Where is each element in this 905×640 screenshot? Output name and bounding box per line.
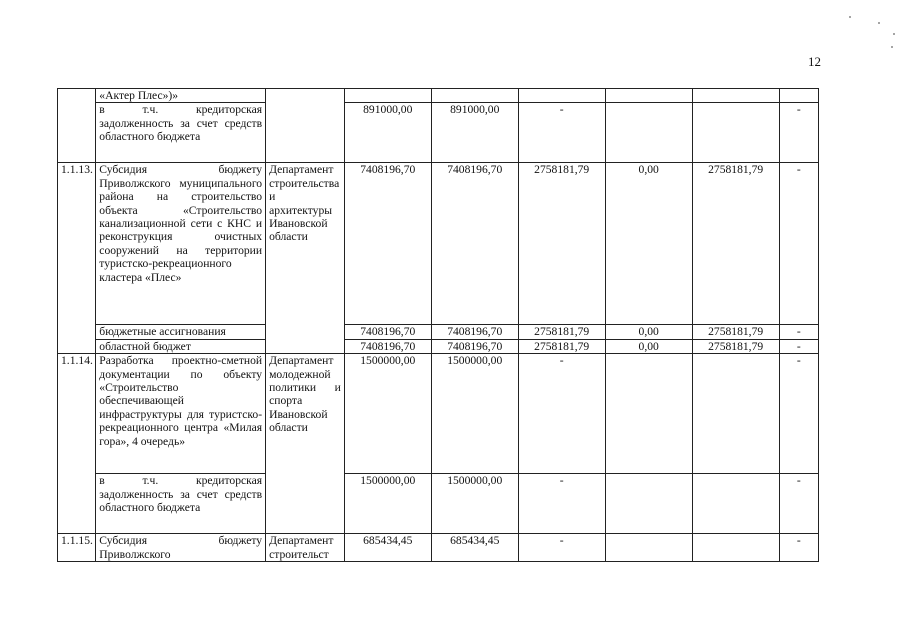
value-cell: 7408196,70 xyxy=(431,163,518,325)
value-cell: - xyxy=(779,103,818,163)
table-row xyxy=(58,163,819,325)
name-cell: Разработка проектно-сметной документации по объекту «Строительство обеспечивающей инфраструктуры для туристско-рекреационного центра «Милая гора», 4 очередь» xyxy=(96,354,266,474)
value-cell: 891000,00 xyxy=(431,103,518,163)
value-cell: 2758181,79 xyxy=(518,163,605,325)
page-number: 12 xyxy=(808,54,821,69)
value-cell: 2758181,79 xyxy=(692,325,779,339)
scan-speck xyxy=(878,22,880,24)
value-cell: 0,00 xyxy=(605,339,692,353)
code-cell xyxy=(58,89,96,163)
value-cell: - xyxy=(518,354,605,474)
value-cell xyxy=(692,89,779,103)
name-cell: Субсидия бюджету Приволжского муниципального района на строительство объекта «Строительство канализационной сети с КНС и реконструкция очистных сооружений на территории туристско-рекреационного кластера «Плес» xyxy=(96,163,266,325)
value-cell: 1500000,00 xyxy=(431,354,518,474)
value-cell: - xyxy=(518,103,605,163)
value-cell xyxy=(518,89,605,103)
name-cell: «Актер Плес»)» xyxy=(96,89,266,103)
value-cell: 7408196,70 xyxy=(431,325,518,339)
value-cell: 1500000,00 xyxy=(344,354,431,474)
value-cell: 891000,00 xyxy=(344,103,431,163)
code-cell: 1.1.13. xyxy=(58,163,96,354)
value-cell: 2758181,79 xyxy=(518,325,605,339)
value-cell: 7408196,70 xyxy=(431,339,518,353)
dept-cell xyxy=(266,89,345,163)
scan-speck xyxy=(849,16,851,18)
value-cell: 685434,45 xyxy=(431,534,518,562)
value-cell: - xyxy=(779,339,818,353)
value-cell: 1500000,00 xyxy=(431,474,518,534)
name-cell: в т.ч. кредиторская задолженность за счет средств областного бюджета xyxy=(96,103,266,163)
value-cell xyxy=(605,103,692,163)
scan-speck xyxy=(891,46,893,48)
value-cell xyxy=(692,103,779,163)
value-cell xyxy=(779,89,818,103)
value-cell xyxy=(605,474,692,534)
value-cell xyxy=(605,354,692,474)
value-cell: 0,00 xyxy=(605,163,692,325)
dept-cell: Департамент строительст xyxy=(266,534,345,562)
code-cell: 1.1.14. xyxy=(58,354,96,534)
table-row xyxy=(58,474,819,534)
value-cell: - xyxy=(779,534,818,562)
value-cell: 2758181,79 xyxy=(518,339,605,353)
value-cell: - xyxy=(518,474,605,534)
value-cell: 7408196,70 xyxy=(344,339,431,353)
value-cell: - xyxy=(779,354,818,474)
value-cell: 2758181,79 xyxy=(692,339,779,353)
value-cell: 0,00 xyxy=(605,325,692,339)
name-cell: Субсидия бюджету Приволжского xyxy=(96,534,266,562)
dept-cell: Департамент молодежной политики и спорта Ивановской области xyxy=(266,354,345,534)
name-cell: бюджетные ассигнования xyxy=(96,325,266,339)
name-cell: в т.ч. кредиторская задолженность за счет средств областного бюджета xyxy=(96,474,266,534)
value-cell xyxy=(692,534,779,562)
value-cell xyxy=(605,534,692,562)
value-cell: - xyxy=(779,163,818,325)
value-cell: - xyxy=(779,474,818,534)
code-cell: 1.1.15. xyxy=(58,534,96,562)
table-row xyxy=(58,339,819,353)
value-cell: 2758181,79 xyxy=(692,163,779,325)
value-cell: 1500000,00 xyxy=(344,474,431,534)
scan-speck xyxy=(893,33,895,35)
value-cell: - xyxy=(518,534,605,562)
table-row xyxy=(58,534,819,562)
value-cell: 7408196,70 xyxy=(344,325,431,339)
budget-table xyxy=(57,88,819,562)
table-row xyxy=(58,103,819,163)
value-cell: - xyxy=(779,325,818,339)
value-cell xyxy=(344,89,431,103)
value-cell xyxy=(692,354,779,474)
table-row xyxy=(58,354,819,474)
value-cell xyxy=(692,474,779,534)
dept-cell: Департамент строительства и архитектуры Ивановской области xyxy=(266,163,345,354)
value-cell: 7408196,70 xyxy=(344,163,431,325)
value-cell: 685434,45 xyxy=(344,534,431,562)
table-row xyxy=(58,325,819,339)
value-cell xyxy=(605,89,692,103)
table-row xyxy=(58,89,819,103)
value-cell xyxy=(431,89,518,103)
name-cell: областной бюджет xyxy=(96,339,266,353)
